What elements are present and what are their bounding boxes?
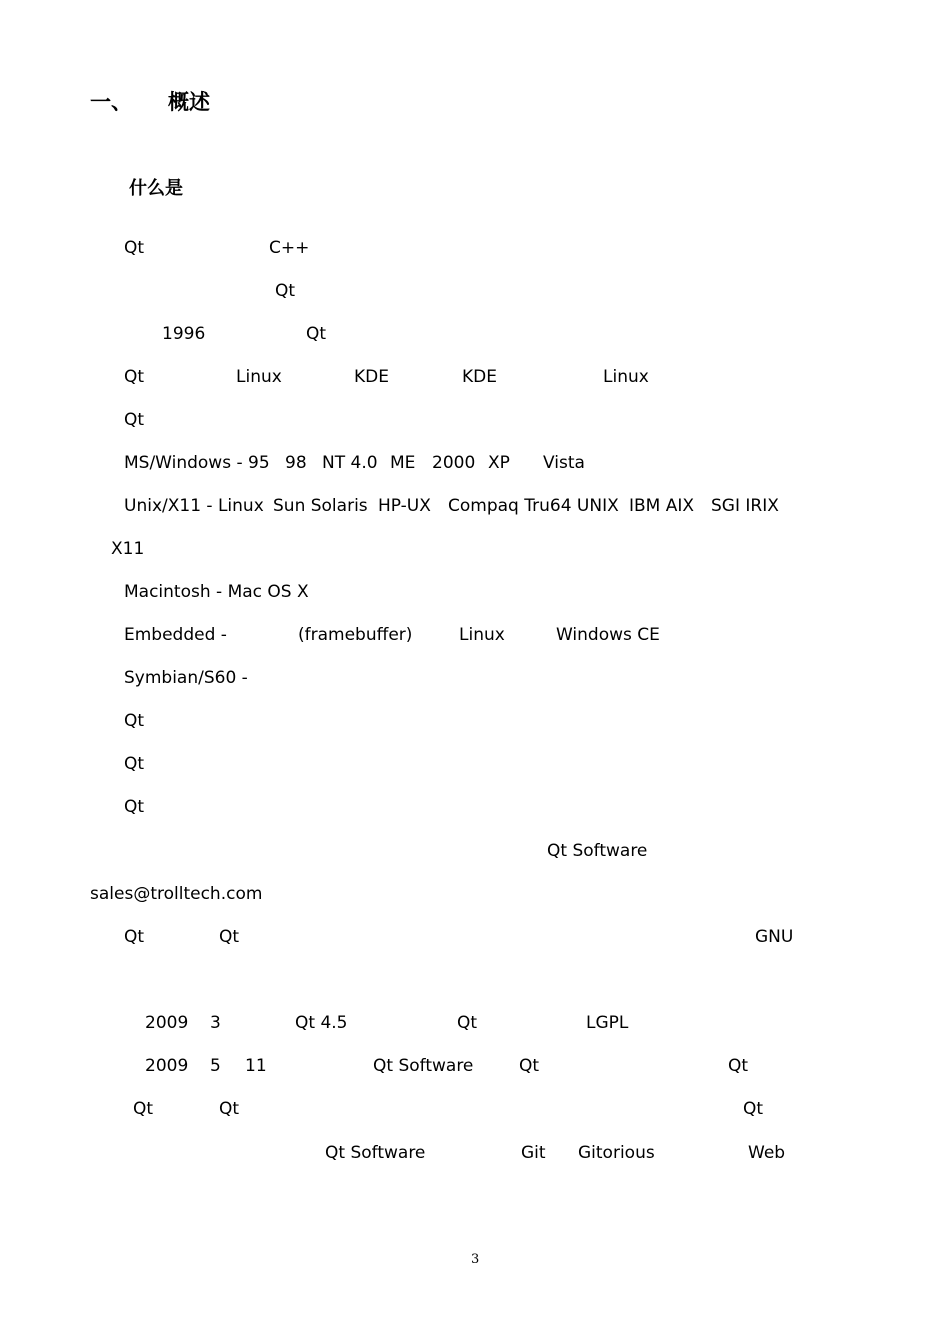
text-fragment: Qt [219,927,240,947]
text-fragment: Symbian/S60 - [124,668,248,688]
subsection-title: 什么是 [129,178,183,199]
text-fragment: Unix/X11 - Linux [124,496,264,516]
text-fragment: Qt Software [373,1056,474,1076]
text-fragment: 98 [285,453,307,473]
text-fragment: Embedded - [124,625,227,645]
page-number: 3 [471,1252,480,1267]
text-fragment: LGPL [586,1013,629,1033]
text-fragment: 2000 [432,453,476,473]
text-fragment: Web [748,1143,786,1163]
text-fragment: Gitorious [578,1143,655,1163]
text-fragment: Git [521,1143,546,1163]
text-fragment: Qt Software [547,841,648,861]
text-fragment: XP [488,453,510,473]
text-fragment: Qt [275,281,296,301]
text-fragment: KDE [462,367,497,387]
text-fragment: X11 [111,539,145,559]
text-fragment: Qt [728,1056,749,1076]
text-fragment: 1996 [162,324,206,344]
text-fragment: C++ [269,238,310,258]
text-fragment: 5 [210,1056,221,1076]
text-fragment: 3 [210,1013,221,1033]
section-number: 一、 [90,90,132,114]
text-fragment: 2009 [145,1013,189,1033]
text-fragment: 11 [245,1056,267,1076]
text-fragment: Qt [124,797,145,817]
text-fragment: Qt Software [325,1143,426,1163]
email-link[interactable]: sales@trolltech.com [90,884,263,904]
text-fragment: Qt [124,410,145,430]
text-fragment: Macintosh - Mac OS X [124,582,309,602]
text-fragment: Qt [124,754,145,774]
text-fragment: Qt [133,1099,154,1119]
text-fragment: Qt [306,324,327,344]
text-fragment: GNU [755,927,794,947]
text-fragment: Qt [124,367,145,387]
text-fragment: Sun Solaris [273,496,368,516]
text-fragment: Qt 4.5 [295,1013,348,1033]
text-fragment: Linux [236,367,282,387]
text-fragment: Linux [459,625,505,645]
text-fragment: NT 4.0 [322,453,378,473]
text-fragment: Qt [219,1099,240,1119]
text-fragment: SGI IRIX [711,496,779,516]
text-fragment: Qt [457,1013,478,1033]
text-fragment: Compaq Tru64 UNIX [448,496,619,516]
section-title: 概述 [168,90,210,114]
text-fragment: Qt [124,238,145,258]
text-fragment: 2009 [145,1056,189,1076]
text-fragment: Qt [124,711,145,731]
text-fragment: KDE [354,367,389,387]
text-fragment: Qt [743,1099,764,1119]
text-fragment: Qt [519,1056,540,1076]
text-fragment: (framebuffer) [298,625,413,645]
text-fragment: MS/Windows - 95 [124,453,270,473]
text-fragment: Qt [124,927,145,947]
text-fragment: HP-UX [378,496,431,516]
text-fragment: Linux [603,367,649,387]
text-fragment: Vista [543,453,585,473]
text-fragment: IBM AIX [629,496,695,516]
text-fragment: ME [390,453,416,473]
text-fragment: Windows CE [556,625,660,645]
